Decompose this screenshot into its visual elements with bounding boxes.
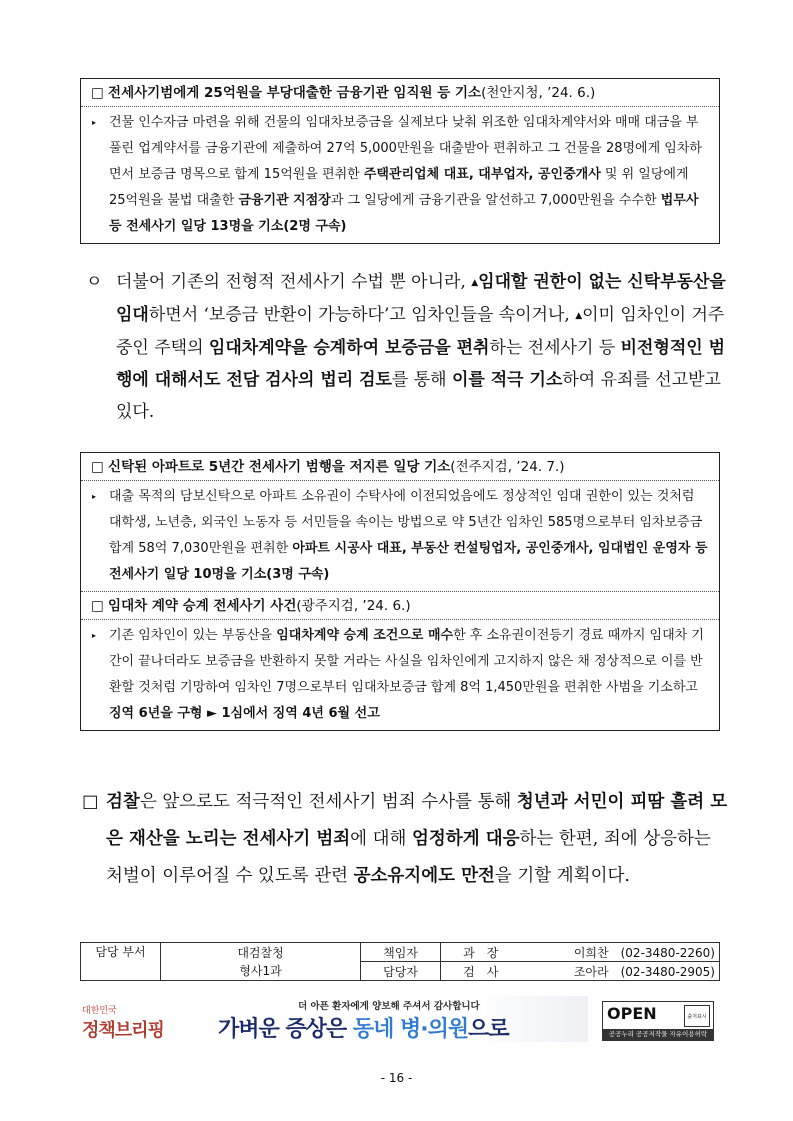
case-box-3-body: ▸ 기존 임차인이 있는 부동산을 임대차계약 승계 조건으로 매수한 후 소유권이전등기 경료 때까지 임대차 기간이 끝나더라도 보증금을 반환하지 못할 거라는 사실을 임차인에게 고지하지 않은 채 정상적으로 이를 반환할 것처럼 기망하여 임차인 7명으로부터 임대차보증금 합계 8억 1,450만원을 편취한 사범을 기소하고 징역 6년을 구형 ► 1심에서 징역 4년 6월 선고 — [81, 620, 719, 730]
kogl-open-license-badge: OPEN 출처표시 공공누리 공공저작물 자유이용허락 — [602, 1001, 714, 1041]
checkbox-square-icon: □ — [91, 459, 109, 475]
case-box-1-header: □ 전세사기범에게 25억원을 부당대출한 금융기관 임직원 등 기소(천안지청, ’24. 6.) — [81, 79, 719, 107]
contact-1: 이희찬 (02-3480-2260) — [521, 943, 720, 962]
title-2: 검 사 — [441, 962, 521, 981]
triangle-bullet-icon: ▸ — [92, 492, 97, 501]
policy-briefing-logo: 대한민국 정책브리핑 — [82, 1006, 164, 1041]
page-number: - 16 - — [380, 1071, 413, 1085]
circle-bullet: ㅇ — [86, 272, 103, 292]
triangle-bullet-icon: ▸ — [92, 631, 97, 640]
case-box-1 — [80, 78, 720, 244]
role-charge: 담당자 — [361, 962, 441, 981]
case-box-3-header: □ 임대차 계약 승계 전세사기 사건(광주지검, ’24. 6.) — [81, 591, 719, 620]
case-box-2-body: ▸ 대출 목적의 담보신탁으로 아파트 소유권이 수탁사에 이전되었음에도 정상적인 임대 권한이 있는 것처럼 대학생, 노년층, 외국인 노동자 등 서민들을 속이는 방법으로 약 5년간 임차인 585명으로부터 임차보증금 합계 58억 7,030만원을 편취한 아파트 시공사 대표, 부동산 컨설팅업자, 공인중개사, 임대법인 운영자 등 전세사기 일당 10명을 기소(3명 구속) — [81, 481, 719, 591]
case-box-1-body: ▸ 건물 인수자금 마련을 위해 건물의 임대차보증금을 실제보다 낮춰 위조한 임대차계약서와 매매 대금을 부풀린 업계약서를 금융기관에 제출하여 27억 5,000만원을 대출받아 편취하고 그 건물을 28명에게 임차하면서 보증금 명목으로 합계 15억원을 편취한 주택관리업체 대표, 대부업자, 공인중개사 및 위 일당에게 25억원을 불법 대출한 금융기관 지점장과 그 일당에게 금융기관을 알선하고 7,000만원을 수수한 법무사 등 전세사기 일당 13명을 기소(2명 구속) — [81, 107, 719, 243]
contact-table — [80, 942, 720, 981]
dept-name-1: 대검찰청 — [161, 943, 361, 962]
campaign-banner: 더 아픈 환자에게 양보해 주셔서 감사합니다 가벼운 증상은 동네 병·의원으로 — [208, 996, 588, 1042]
banner-slogan: 가벼운 증상은 동네 병·의원으로 — [218, 1017, 509, 1042]
contact-2: 조아라 (02-3480-2905) — [521, 962, 720, 981]
triangle-bullet-icon: ▸ — [92, 118, 97, 127]
square-bullet: □ — [82, 792, 99, 812]
paragraph-atypical-crimes: ㅇ 더불어 기존의 전형적 전세사기 수법 뿐 아니라, ▲임대할 권한이 없는 신탁부동산을 임대하면서 ‘보증금 반환이 가능하다’고 임차인들을 속이거나, ▲이미 임차인이 거주 중인 주택의 임대차계약을 승계하여 보증금을 편취하는 전세사기 등 비전형적인 범행에 대해서도 전담 검사의 법리 검토를 통해 이를 적극 기소하여 유죄를 선고받고 있다. — [80, 266, 728, 428]
dept-label: 담당 부서 — [81, 943, 161, 981]
checkbox-square-icon: □ — [91, 85, 109, 101]
role-responsible: 책임자 — [361, 943, 441, 962]
case-box-2-header: □ 신탁된 아파트로 5년간 전세사기 범행을 저지른 일당 기소(전주지검, ’24. 7.) — [81, 453, 719, 481]
small-triangle-icon: ▲ — [471, 278, 479, 288]
checkbox-square-icon: □ — [91, 598, 109, 614]
case-box-2 — [80, 452, 720, 731]
dept-name-2: 형사1과 — [161, 962, 361, 981]
paragraph-prosecution-plan: □ 검찰은 앞으로도 적극적인 전세사기 범죄 수사를 통해 청년과 서민이 피땀 흘려 모은 재산을 노리는 전세사기 범죄에 대해 엄정하게 대응하는 한편, 죄에 상응하는 처벌이 이루어질 수 있도록 관련 공소유지에도 만전을 기할 계획이다. — [80, 784, 728, 895]
small-triangle-icon: ▲ — [575, 311, 583, 321]
person-icon: 출처표시 — [684, 1005, 710, 1027]
title-1: 과 장 — [441, 943, 521, 962]
